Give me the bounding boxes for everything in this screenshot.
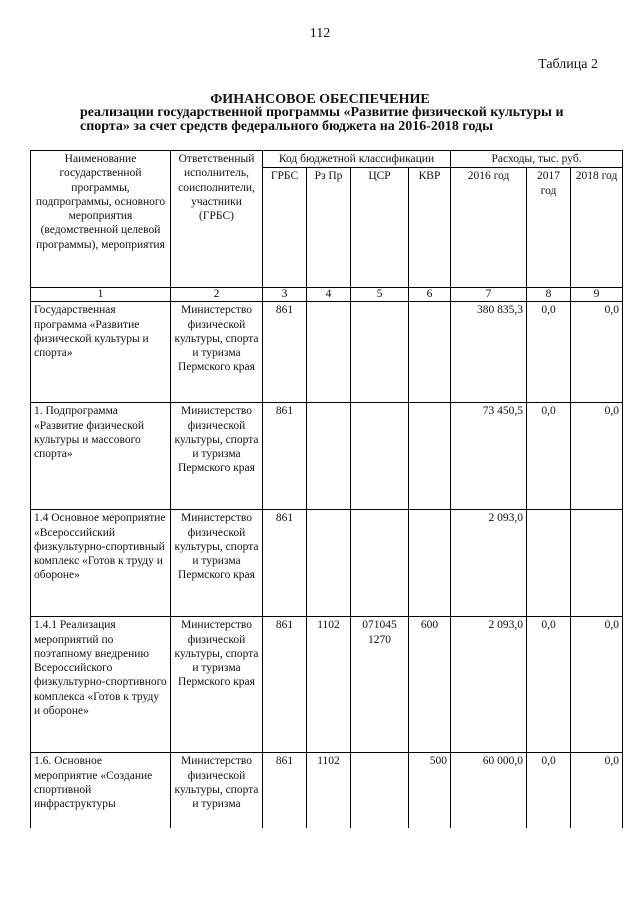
document-subtitle: реализации государственной программы «Развитие физической культуры и спорта» за счет средств федерального бюджета на 2016-2018 годы	[80, 105, 564, 134]
header-row-1	[31, 151, 623, 168]
row-2016: 380 835,3	[451, 302, 527, 403]
table-row	[31, 403, 623, 510]
header-kvr: КВР	[409, 168, 451, 288]
table-row	[31, 302, 623, 403]
financing-table	[30, 150, 623, 828]
row-executor: Министерство физической культуры, спорта и туризма Пермского края	[171, 403, 263, 510]
row-rzpr: 1102	[307, 617, 351, 753]
row-rzpr	[307, 403, 351, 510]
header-expenses: Расходы, тыс. руб.	[451, 151, 623, 168]
row-2016: 2 093,0	[451, 617, 527, 753]
column-number: 2	[171, 288, 263, 302]
row-grbs: 861	[263, 403, 307, 510]
row-kvr: 500	[409, 753, 451, 828]
header-2016: 2016 год	[451, 168, 527, 288]
row-executor: Министерство физической культуры, спорта и туризма Пермского края	[171, 617, 263, 753]
row-executor: Министерство физической культуры, спорта и туризма Пермского края	[171, 510, 263, 617]
row-grbs: 861	[263, 510, 307, 617]
row-name: 1. Подпрограмма «Развитие физической культуры и массового спорта»	[31, 403, 171, 510]
header-budget-code: Код бюджетной классификации	[263, 151, 451, 168]
table-row	[31, 753, 623, 828]
column-number: 6	[409, 288, 451, 302]
row-2016: 2 093,0	[451, 510, 527, 617]
row-kvr	[409, 302, 451, 403]
header-2017: 2017 год	[527, 168, 571, 288]
row-2018: 0,0	[571, 753, 623, 828]
row-grbs: 861	[263, 302, 307, 403]
row-2018: 0,0	[571, 403, 623, 510]
column-number: 1	[31, 288, 171, 302]
table-row	[31, 510, 623, 617]
column-number: 7	[451, 288, 527, 302]
row-grbs: 861	[263, 753, 307, 828]
row-2018	[571, 510, 623, 617]
row-2017: 0,0	[527, 302, 571, 403]
row-2017: 0,0	[527, 403, 571, 510]
page-number: 112	[309, 26, 331, 41]
row-2016: 60 000,0	[451, 753, 527, 828]
row-2017	[527, 510, 571, 617]
row-grbs: 861	[263, 617, 307, 753]
row-name: 1.4.1 Реализация мероприятий по поэтапному внедрению Всероссийского физкультурно-спортивного комплекса «Готов к труду и обороне»	[31, 617, 171, 753]
row-csr	[351, 510, 409, 617]
column-number: 8	[527, 288, 571, 302]
header-executor: Ответственный исполнитель, соисполнители, участники (ГРБС)	[171, 151, 263, 288]
row-kvr	[409, 403, 451, 510]
header-csr: ЦСР	[351, 168, 409, 288]
header-name: Наименование государственной программы, подпрограммы, основного мероприятия (ведомственной целевой программы), мероприятия	[31, 151, 171, 288]
row-csr: 071045 1270	[351, 617, 409, 753]
table-label: Таблица 2	[538, 57, 598, 72]
table-row	[31, 617, 623, 753]
column-number: 3	[263, 288, 307, 302]
row-executor: Министерство физической культуры, спорта и туризма	[171, 753, 263, 828]
row-2018: 0,0	[571, 302, 623, 403]
row-2018: 0,0	[571, 617, 623, 753]
column-number: 4	[307, 288, 351, 302]
row-name: Государственная программа «Развитие физической культуры и спорта»	[31, 302, 171, 403]
row-kvr: 600	[409, 617, 451, 753]
row-kvr	[409, 510, 451, 617]
row-2017: 0,0	[527, 753, 571, 828]
row-rzpr	[307, 510, 351, 617]
row-csr	[351, 753, 409, 828]
row-csr	[351, 302, 409, 403]
row-2016: 73 450,5	[451, 403, 527, 510]
column-number: 5	[351, 288, 409, 302]
row-name: 1.4 Основное мероприятие «Всероссийский физкультурно-спортивный комплекс «Готов к труду и обороне»	[31, 510, 171, 617]
row-name: 1.6. Основное мероприятие «Создание спортивной инфраструктуры	[31, 753, 171, 828]
header-2018: 2018 год	[571, 168, 623, 288]
row-2017: 0,0	[527, 617, 571, 753]
column-number: 9	[571, 288, 623, 302]
header-rzpr: Рз Пр	[307, 168, 351, 288]
document-title: ФИНАНСОВОЕ ОБЕСПЕЧЕНИЕ	[210, 92, 430, 107]
row-csr	[351, 403, 409, 510]
row-executor: Министерство физической культуры, спорта и туризма Пермского края	[171, 302, 263, 403]
header-grbs: ГРБС	[263, 168, 307, 288]
row-rzpr	[307, 302, 351, 403]
row-rzpr: 1102	[307, 753, 351, 828]
column-number-row	[31, 288, 623, 302]
